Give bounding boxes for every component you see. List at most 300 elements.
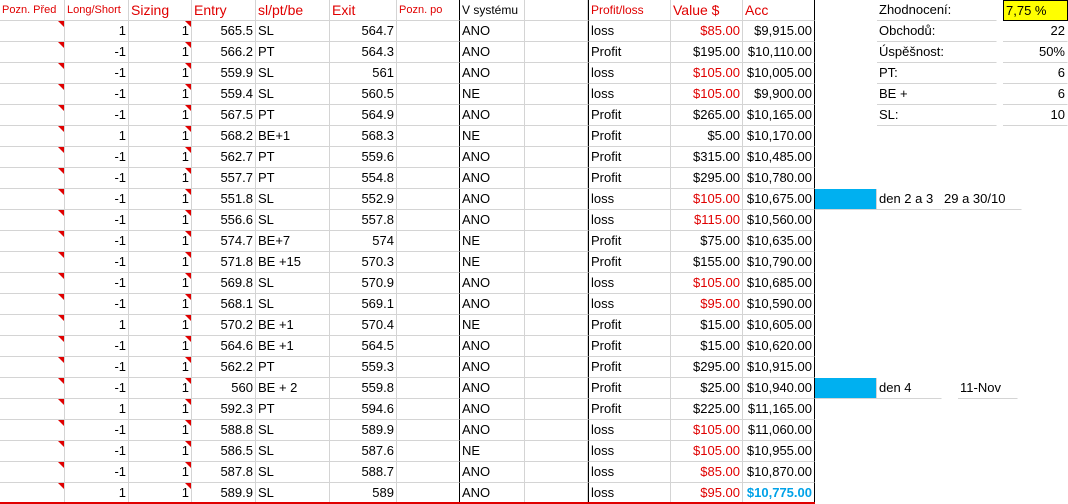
cell-long-short[interactable]: -1 [65,147,129,168]
cell-type[interactable]: BE +1 [256,336,330,357]
cell-long-short[interactable]: -1 [65,189,129,210]
cell-pozn-pred[interactable] [0,441,65,462]
cell-value[interactable]: $105.00 [671,420,743,441]
cell-acc[interactable]: $10,955.00 [743,441,815,462]
header-value[interactable]: Value $ [671,0,743,21]
cell-empty[interactable] [525,462,588,483]
cell-pozn-pred[interactable] [0,42,65,63]
cell-entry[interactable]: 571.8 [192,252,256,273]
cell-sizing[interactable]: 1 [129,147,192,168]
cell-acc[interactable]: $10,005.00 [743,63,815,84]
cell-pozn-po[interactable] [397,42,460,63]
cell-empty[interactable] [525,378,588,399]
cell-value[interactable]: $155.00 [671,252,743,273]
cell-entry[interactable]: 565.5 [192,21,256,42]
cell-v-systemu[interactable]: ANO [460,210,525,231]
cell-pozn-pred[interactable] [0,168,65,189]
cell-profit-loss[interactable]: Profit [588,147,671,168]
cell-acc[interactable]: $10,165.00 [743,105,815,126]
cell-long-short[interactable]: -1 [65,378,129,399]
cell-exit[interactable]: 559.8 [330,378,397,399]
cell-pozn-pred[interactable] [0,378,65,399]
cell-empty[interactable] [525,420,588,441]
cell-pozn-pred[interactable] [0,63,65,84]
cell-entry[interactable]: 589.9 [192,483,256,504]
cell-acc[interactable]: $11,165.00 [743,399,815,420]
cell-type[interactable]: SL [256,63,330,84]
cell-exit[interactable]: 594.6 [330,399,397,420]
cell-value[interactable]: $25.00 [671,378,743,399]
cell-value[interactable]: $105.00 [671,273,743,294]
cell-type[interactable]: PT [256,357,330,378]
cell-exit[interactable]: 570.9 [330,273,397,294]
cell-sizing[interactable]: 1 [129,126,192,147]
cell-pozn-pred[interactable] [0,315,65,336]
cell-exit[interactable]: 564.5 [330,336,397,357]
cell-type[interactable]: PT [256,399,330,420]
note-day[interactable]: den 2 a 3 [877,189,942,210]
cell-long-short[interactable]: -1 [65,252,129,273]
cell-entry[interactable]: 562.7 [192,147,256,168]
cell-profit-loss[interactable]: Profit [588,357,671,378]
cell-long-short[interactable]: -1 [65,63,129,84]
cell-v-systemu[interactable]: ANO [460,357,525,378]
cell-empty[interactable] [525,63,588,84]
cell-acc[interactable]: $10,685.00 [743,273,815,294]
cell-pozn-pred[interactable] [0,21,65,42]
cell-pozn-pred[interactable] [0,483,65,504]
cell-sizing[interactable]: 1 [129,315,192,336]
cell-v-systemu[interactable]: NE [460,126,525,147]
cell-pozn-pred[interactable] [0,189,65,210]
cell-value[interactable]: $195.00 [671,42,743,63]
cell-v-systemu[interactable]: NE [460,84,525,105]
summary-zhodnoceni-value[interactable]: 7,75 % [1003,0,1068,21]
cell-profit-loss[interactable]: Profit [588,42,671,63]
cell-long-short[interactable]: -1 [65,105,129,126]
cell-pozn-pred[interactable] [0,399,65,420]
cell-profit-loss[interactable]: loss [588,273,671,294]
cell-exit[interactable]: 589.9 [330,420,397,441]
cell-empty[interactable] [525,168,588,189]
cell-long-short[interactable]: -1 [65,168,129,189]
cell-type[interactable]: PT [256,105,330,126]
cell-sizing[interactable]: 1 [129,441,192,462]
cell-sizing[interactable]: 1 [129,252,192,273]
cell-empty[interactable] [525,210,588,231]
cell-pozn-po[interactable] [397,483,460,504]
cell-v-systemu[interactable]: ANO [460,294,525,315]
cell-sizing[interactable]: 1 [129,462,192,483]
cell-value[interactable]: $5.00 [671,126,743,147]
cell-v-systemu[interactable]: NE [460,231,525,252]
cell-value[interactable]: $105.00 [671,189,743,210]
cell-v-systemu[interactable]: NE [460,441,525,462]
cell-profit-loss[interactable]: loss [588,462,671,483]
cell-long-short[interactable]: -1 [65,336,129,357]
cell-pozn-pred[interactable] [0,462,65,483]
cell-value[interactable]: $295.00 [671,168,743,189]
cell-type[interactable]: SL [256,84,330,105]
cell-pozn-po[interactable] [397,21,460,42]
cell-acc[interactable]: $10,560.00 [743,210,815,231]
cell-sizing[interactable]: 1 [129,294,192,315]
cell-value[interactable]: $225.00 [671,399,743,420]
cell-value[interactable]: $115.00 [671,210,743,231]
cell-exit[interactable]: 589 [330,483,397,504]
cell-entry[interactable]: 567.5 [192,105,256,126]
cell-v-systemu[interactable]: ANO [460,399,525,420]
cell-pozn-pred[interactable] [0,147,65,168]
cell-type[interactable]: BE+1 [256,126,330,147]
cell-pozn-pred[interactable] [0,252,65,273]
header-pozn-po[interactable]: Pozn. po [397,0,460,21]
cell-exit[interactable]: 588.7 [330,462,397,483]
cell-empty[interactable] [525,399,588,420]
cell-type[interactable]: BE+7 [256,231,330,252]
cell-exit[interactable]: 557.8 [330,210,397,231]
cell-entry[interactable]: 574.7 [192,231,256,252]
cell-long-short[interactable]: -1 [65,462,129,483]
cell-acc[interactable]: $10,605.00 [743,315,815,336]
cell-exit[interactable]: 574 [330,231,397,252]
cell-pozn-po[interactable] [397,294,460,315]
cell-type[interactable]: PT [256,147,330,168]
cell-v-systemu[interactable]: ANO [460,378,525,399]
cell-entry[interactable]: 559.9 [192,63,256,84]
cell-v-systemu[interactable]: ANO [460,105,525,126]
cell-exit[interactable]: 570.4 [330,315,397,336]
cell-sizing[interactable]: 1 [129,231,192,252]
cell-profit-loss[interactable]: loss [588,441,671,462]
cell-exit[interactable]: 554.8 [330,168,397,189]
cell-profit-loss[interactable]: loss [588,483,671,504]
cell-long-short[interactable]: -1 [65,210,129,231]
cell-pozn-po[interactable] [397,63,460,84]
cell-sizing[interactable]: 1 [129,399,192,420]
header-sl-pt-be[interactable]: sl/pt/be [256,0,330,21]
cell-pozn-po[interactable] [397,189,460,210]
cell-pozn-pred[interactable] [0,105,65,126]
cell-value[interactable]: $95.00 [671,294,743,315]
cell-long-short[interactable]: 1 [65,315,129,336]
note-day[interactable]: den 4 [877,378,942,399]
cell-type[interactable]: PT [256,168,330,189]
cell-acc[interactable]: $10,110.00 [743,42,815,63]
cell-acc[interactable]: $10,790.00 [743,252,815,273]
cell-long-short[interactable]: 1 [65,21,129,42]
cell-entry[interactable]: 559.4 [192,84,256,105]
cell-type[interactable]: SL [256,21,330,42]
cell-value[interactable]: $105.00 [671,441,743,462]
cell-sizing[interactable]: 1 [129,168,192,189]
cell-pozn-po[interactable] [397,168,460,189]
cell-v-systemu[interactable]: NE [460,252,525,273]
cell-acc[interactable]: $10,590.00 [743,294,815,315]
cell-empty[interactable] [525,294,588,315]
cell-profit-loss[interactable]: loss [588,21,671,42]
header-exit[interactable]: Exit [330,0,397,21]
cell-pozn-po[interactable] [397,441,460,462]
summary-obchodu-value[interactable]: 22 [1003,21,1068,42]
cell-empty[interactable] [525,357,588,378]
cell-entry[interactable]: 551.8 [192,189,256,210]
cell-entry[interactable]: 556.6 [192,210,256,231]
cell-pozn-po[interactable] [397,210,460,231]
cell-entry[interactable]: 562.2 [192,357,256,378]
cell-exit[interactable]: 559.6 [330,147,397,168]
cell-entry[interactable]: 587.8 [192,462,256,483]
cell-entry[interactable]: 566.2 [192,42,256,63]
cell-sizing[interactable]: 1 [129,21,192,42]
cell-entry[interactable]: 570.2 [192,315,256,336]
cell-acc[interactable]: $10,620.00 [743,336,815,357]
cell-v-systemu[interactable]: ANO [460,420,525,441]
cell-pozn-pred[interactable] [0,210,65,231]
cell-entry[interactable]: 568.2 [192,126,256,147]
header-long-short[interactable]: Long/Short [65,0,129,21]
cell-pozn-pred[interactable] [0,336,65,357]
summary-sl-label[interactable]: SL: [877,105,997,126]
cell-value[interactable]: $85.00 [671,462,743,483]
cell-pozn-po[interactable] [397,336,460,357]
cell-entry[interactable]: 568.1 [192,294,256,315]
cell-sizing[interactable]: 1 [129,357,192,378]
cell-type[interactable]: PT [256,42,330,63]
cell-long-short[interactable]: 1 [65,399,129,420]
header-empty[interactable] [525,0,588,21]
cell-profit-loss[interactable]: loss [588,210,671,231]
cell-empty[interactable] [525,189,588,210]
cell-sizing[interactable]: 1 [129,42,192,63]
cell-pozn-po[interactable] [397,273,460,294]
summary-zhodnoceni-label[interactable]: Zhodnocení: [877,0,997,21]
cell-exit[interactable]: 561 [330,63,397,84]
cell-sizing[interactable]: 1 [129,84,192,105]
cell-acc[interactable]: $9,915.00 [743,21,815,42]
cell-type[interactable]: SL [256,462,330,483]
cell-entry[interactable]: 564.6 [192,336,256,357]
cell-value[interactable]: $15.00 [671,336,743,357]
cell-long-short[interactable]: -1 [65,231,129,252]
cell-pozn-pred[interactable] [0,84,65,105]
summary-sl-value[interactable]: 10 [1003,105,1068,126]
cell-profit-loss[interactable]: Profit [588,252,671,273]
cell-acc[interactable]: $10,780.00 [743,168,815,189]
cell-pozn-pred[interactable] [0,420,65,441]
cell-long-short[interactable]: -1 [65,84,129,105]
cell-pozn-pred[interactable] [0,357,65,378]
cell-pozn-po[interactable] [397,252,460,273]
cell-sizing[interactable]: 1 [129,210,192,231]
cell-pozn-pred[interactable] [0,126,65,147]
cell-empty[interactable] [525,84,588,105]
cell-entry[interactable]: 569.8 [192,273,256,294]
cell-pozn-po[interactable] [397,105,460,126]
summary-uspesnost-label[interactable]: Úspěšnost: [877,42,997,63]
cell-type[interactable]: SL [256,441,330,462]
cell-profit-loss[interactable]: Profit [588,231,671,252]
cell-acc[interactable]: $10,940.00 [743,378,815,399]
cell-sizing[interactable]: 1 [129,378,192,399]
cell-v-systemu[interactable]: ANO [460,147,525,168]
cell-empty[interactable] [525,273,588,294]
cell-exit[interactable]: 552.9 [330,189,397,210]
cell-profit-loss[interactable]: Profit [588,315,671,336]
cell-long-short[interactable]: -1 [65,294,129,315]
cell-type[interactable]: SL [256,273,330,294]
cell-type[interactable]: SL [256,189,330,210]
cell-v-systemu[interactable]: ANO [460,462,525,483]
cell-empty[interactable] [525,315,588,336]
cell-exit[interactable]: 568.3 [330,126,397,147]
cell-sizing[interactable]: 1 [129,105,192,126]
cell-profit-loss[interactable]: loss [588,189,671,210]
cell-entry[interactable]: 586.5 [192,441,256,462]
summary-pt-label[interactable]: PT: [877,63,997,84]
cell-value[interactable]: $105.00 [671,84,743,105]
cell-acc[interactable]: $10,775.00 [743,483,815,504]
cell-profit-loss[interactable]: Profit [588,168,671,189]
cell-profit-loss[interactable]: loss [588,420,671,441]
note-date[interactable]: 11-Nov [958,378,1018,399]
header-profit-loss[interactable]: Profit/loss [588,0,671,21]
header-sizing[interactable]: Sizing [129,0,192,21]
cell-value[interactable]: $265.00 [671,105,743,126]
cell-long-short[interactable]: -1 [65,420,129,441]
cell-profit-loss[interactable]: Profit [588,336,671,357]
cell-empty[interactable] [525,126,588,147]
cell-pozn-po[interactable] [397,84,460,105]
cell-empty[interactable] [525,21,588,42]
cell-v-systemu[interactable]: ANO [460,273,525,294]
cell-acc[interactable]: $10,915.00 [743,357,815,378]
header-entry[interactable]: Entry [192,0,256,21]
cell-long-short[interactable]: -1 [65,357,129,378]
cell-v-systemu[interactable]: ANO [460,483,525,504]
cell-profit-loss[interactable]: loss [588,294,671,315]
cell-empty[interactable] [525,42,588,63]
cell-type[interactable]: SL [256,483,330,504]
cell-value[interactable]: $295.00 [671,357,743,378]
cell-acc[interactable]: $11,060.00 [743,420,815,441]
cell-empty[interactable] [525,441,588,462]
cell-exit[interactable]: 564.7 [330,21,397,42]
summary-pt-value[interactable]: 6 [1003,63,1068,84]
cell-pozn-po[interactable] [397,462,460,483]
cell-entry[interactable]: 557.7 [192,168,256,189]
cell-long-short[interactable]: -1 [65,441,129,462]
cell-pozn-po[interactable] [397,357,460,378]
cell-entry[interactable]: 560 [192,378,256,399]
cell-exit[interactable]: 587.6 [330,441,397,462]
cell-acc[interactable]: $10,170.00 [743,126,815,147]
cell-exit[interactable]: 564.9 [330,105,397,126]
cell-exit[interactable]: 564.3 [330,42,397,63]
cell-type[interactable]: SL [256,210,330,231]
cell-v-systemu[interactable]: ANO [460,189,525,210]
cell-profit-loss[interactable]: Profit [588,399,671,420]
cell-value[interactable]: $75.00 [671,231,743,252]
cell-empty[interactable] [525,147,588,168]
header-acc[interactable]: Acc [743,0,815,21]
cell-profit-loss[interactable]: loss [588,63,671,84]
cell-profit-loss[interactable]: loss [588,84,671,105]
cell-pozn-po[interactable] [397,420,460,441]
cell-type[interactable]: BE +1 [256,315,330,336]
cell-pozn-po[interactable] [397,399,460,420]
cell-long-short[interactable]: 1 [65,126,129,147]
cell-type[interactable]: BE +15 [256,252,330,273]
cell-value[interactable]: $15.00 [671,315,743,336]
cell-type[interactable]: SL [256,420,330,441]
cell-pozn-po[interactable] [397,126,460,147]
cell-sizing[interactable]: 1 [129,483,192,504]
summary-obchodu-label[interactable]: Obchodů: [877,21,997,42]
cell-pozn-pred[interactable] [0,294,65,315]
cell-acc[interactable]: $9,900.00 [743,84,815,105]
cell-pozn-po[interactable] [397,378,460,399]
cell-value[interactable]: $105.00 [671,63,743,84]
cell-empty[interactable] [525,252,588,273]
cell-pozn-po[interactable] [397,147,460,168]
cell-profit-loss[interactable]: Profit [588,378,671,399]
cell-empty[interactable] [525,483,588,504]
cell-acc[interactable]: $10,485.00 [743,147,815,168]
cell-acc[interactable]: $10,870.00 [743,462,815,483]
note-marker[interactable] [815,378,877,399]
cell-empty[interactable] [525,105,588,126]
cell-v-systemu[interactable]: ANO [460,168,525,189]
cell-exit[interactable]: 559.3 [330,357,397,378]
cell-exit[interactable]: 570.3 [330,252,397,273]
cell-pozn-po[interactable] [397,231,460,252]
cell-entry[interactable]: 588.8 [192,420,256,441]
cell-pozn-po[interactable] [397,315,460,336]
cell-value[interactable]: $315.00 [671,147,743,168]
cell-entry[interactable]: 592.3 [192,399,256,420]
cell-value[interactable]: $95.00 [671,483,743,504]
cell-profit-loss[interactable]: Profit [588,105,671,126]
cell-type[interactable]: SL [256,294,330,315]
cell-v-systemu[interactable]: ANO [460,21,525,42]
summary-be-value[interactable]: 6 [1003,84,1068,105]
cell-pozn-pred[interactable] [0,231,65,252]
cell-v-systemu[interactable]: ANO [460,42,525,63]
cell-long-short[interactable]: 1 [65,483,129,504]
cell-acc[interactable]: $10,635.00 [743,231,815,252]
cell-v-systemu[interactable]: ANO [460,63,525,84]
cell-sizing[interactable]: 1 [129,189,192,210]
note-marker[interactable] [815,189,877,210]
cell-v-systemu[interactable]: ANO [460,336,525,357]
cell-profit-loss[interactable]: Profit [588,126,671,147]
cell-pozn-pred[interactable] [0,273,65,294]
cell-sizing[interactable]: 1 [129,420,192,441]
cell-empty[interactable] [525,336,588,357]
header-pozn-pred[interactable]: Pozn. Před [0,0,65,21]
cell-empty[interactable] [525,231,588,252]
note-date[interactable]: 29 a 30/10 [942,189,1022,210]
cell-acc[interactable]: $10,675.00 [743,189,815,210]
cell-sizing[interactable]: 1 [129,63,192,84]
summary-uspesnost-value[interactable]: 50% [1003,42,1068,63]
header-v-systemu[interactable]: V systému [460,0,525,21]
cell-v-systemu[interactable]: NE [460,315,525,336]
cell-type[interactable]: BE + 2 [256,378,330,399]
summary-be-label[interactable]: BE + [877,84,997,105]
cell-sizing[interactable]: 1 [129,336,192,357]
